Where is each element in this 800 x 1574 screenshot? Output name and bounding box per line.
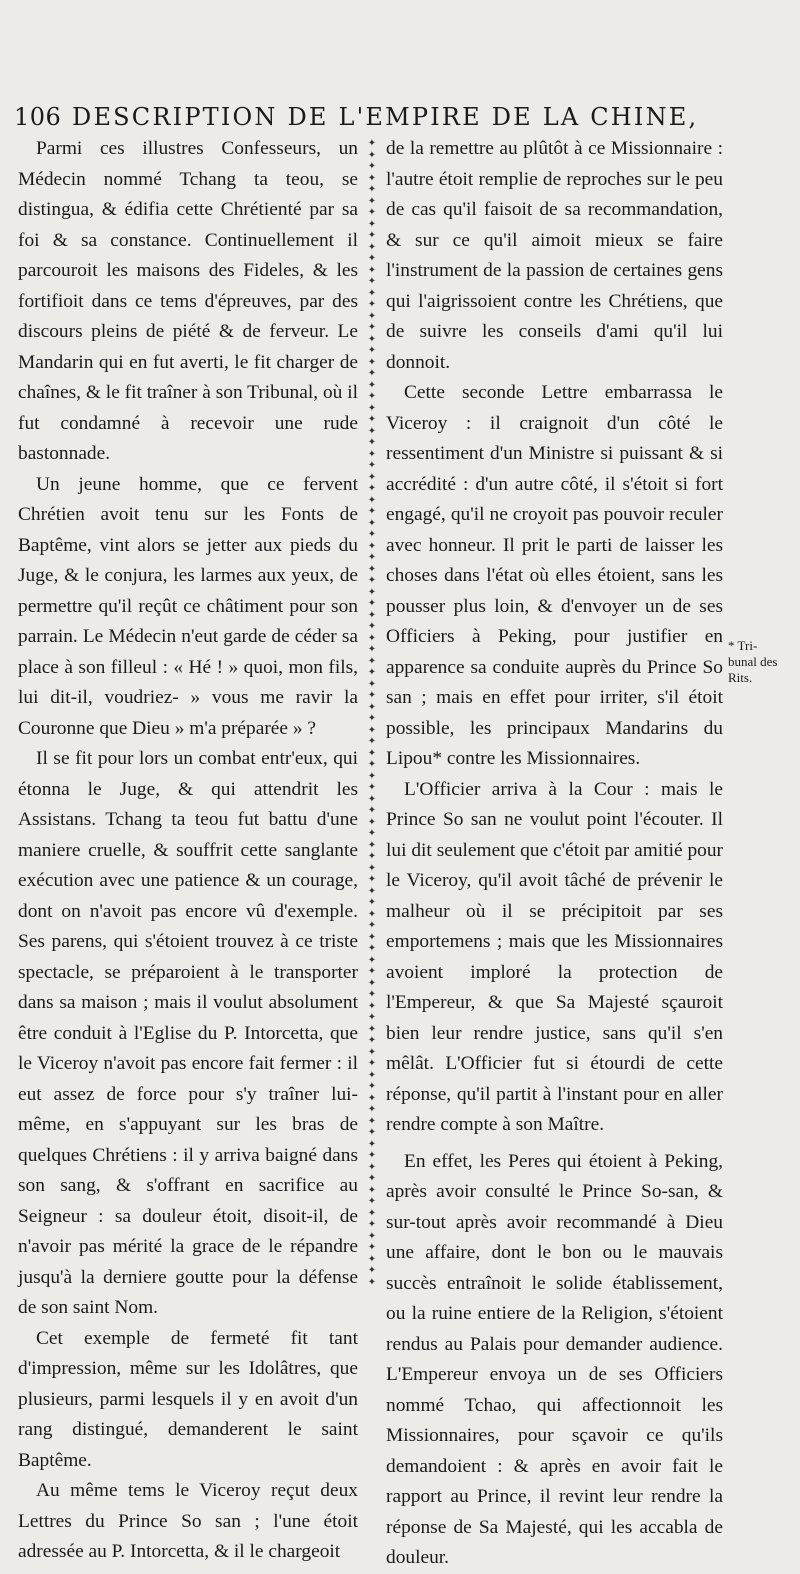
ornament-glyph: ✦ bbox=[367, 276, 377, 287]
ornament-glyph: ✦ bbox=[367, 724, 377, 736]
ornament-glyph: ✦ bbox=[367, 1035, 377, 1046]
ornament-glyph: ✦ bbox=[367, 483, 377, 494]
ornament-glyph: ✦ bbox=[367, 506, 377, 517]
page-number: 106 bbox=[14, 103, 62, 131]
margin-note-line: Rits. bbox=[728, 670, 753, 685]
ornament-glyph: ✦ bbox=[367, 1046, 377, 1058]
ornament-glyph: ✦ bbox=[367, 621, 377, 632]
ornament-glyph: ✦ bbox=[367, 460, 377, 471]
ornament-glyph: ✦ bbox=[367, 184, 377, 195]
ornament-glyph: ✦ bbox=[367, 966, 377, 977]
ornament-glyph: ✦ bbox=[367, 1173, 377, 1184]
ornament-glyph: ✦ bbox=[367, 897, 377, 908]
ornament-glyph: ✦ bbox=[367, 195, 377, 207]
ornament-glyph: ✦ bbox=[367, 1196, 377, 1207]
ornament-glyph: ✦ bbox=[367, 1104, 377, 1115]
ornament-glyph: ✦ bbox=[367, 230, 377, 241]
ornament-glyph: ✦ bbox=[367, 931, 377, 943]
ornament-glyph: ✦ bbox=[367, 1000, 377, 1012]
ornament-glyph: ✦ bbox=[367, 253, 377, 264]
ornament-glyph: ✦ bbox=[367, 1127, 377, 1138]
right-paragraph-1: de la remettre au plûtôt à ce Missionnaire : l'autre étoit remplie de reproches sur le peu de cas qu'il faisoit de sa recommandation, & sur ce qu'il aimoit mieux se faire l'instrument de la passion de certaines gens qui l'aigrissoient contre les Chrétiens, que de suivre les conseils d'ami qu'il lui donnoit. bbox=[386, 138, 723, 373]
ornament-glyph: ✦ bbox=[367, 494, 377, 506]
ornament-glyph: ✦ bbox=[367, 1161, 377, 1173]
ornament-glyph: ✦ bbox=[367, 1242, 377, 1253]
running-header bbox=[14, 100, 699, 134]
ornament-glyph: ✦ bbox=[367, 517, 377, 529]
ornament-glyph: ✦ bbox=[367, 529, 377, 540]
ornament-glyph: ✦ bbox=[367, 402, 377, 414]
ornament-glyph: ✦ bbox=[367, 667, 377, 678]
ornament-glyph: ✦ bbox=[367, 552, 377, 563]
ornament-glyph: ✦ bbox=[367, 172, 377, 184]
ornament-glyph: ✦ bbox=[367, 1138, 377, 1150]
ornament-glyph: ✦ bbox=[367, 609, 377, 621]
ornament-glyph: ✦ bbox=[367, 954, 377, 966]
ornament-glyph: ✦ bbox=[367, 368, 377, 379]
ornament-glyph: ✦ bbox=[367, 322, 377, 333]
left-paragraph-5: Au même tems le Viceroy reçut deux Lettres du Prince So san ; l'une étoit adressée au P. Intorcetta, & il le chargeoit bbox=[18, 1480, 358, 1562]
ornament-glyph: ✦ bbox=[367, 1150, 377, 1161]
ornament-glyph: ✦ bbox=[367, 1058, 377, 1069]
ornament-glyph: ✦ bbox=[367, 264, 377, 276]
right-paragraph-2: Cette seconde Lettre embarrassa le Viceroy : il craignoit d'un côté le ressentiment d'un Ministre si puissant & si accrédité : d'un autre côté, il s'étoit si fort engagé, qu'il ne croyoit pas pouvoir reculer avec honneur. Il prit le parti de laisser les choses dans l'état où elles étoient, sans les pousser plus loin, & d'envoyer un de ses Officiers à Peking, pour justifier en apparence sa conduite auprès du Prince So san ; mais en effet pour irriter, s'il étoit possible, les principaux Mandarins du Lipou* contre les Missionnaires. bbox=[386, 382, 723, 769]
ornament-glyph: ✦ bbox=[367, 586, 377, 598]
ornament-glyph: ✦ bbox=[367, 989, 377, 1000]
ornament-glyph: ✦ bbox=[367, 391, 377, 402]
ornament-glyph: ✦ bbox=[367, 207, 377, 218]
ornament-glyph: ✦ bbox=[367, 816, 377, 828]
ornament-glyph: ✦ bbox=[367, 885, 377, 897]
margin-note-line: bunal des bbox=[728, 654, 778, 669]
ornament-glyph: ✦ bbox=[367, 759, 377, 770]
margin-note-line: * Tri- bbox=[728, 638, 758, 653]
left-column bbox=[18, 134, 358, 1562]
ornament-glyph: ✦ bbox=[367, 414, 377, 425]
ornament-glyph: ✦ bbox=[367, 908, 377, 920]
ornament-glyph: ✦ bbox=[367, 1069, 377, 1081]
ornament-glyph: ✦ bbox=[367, 805, 377, 816]
ornament-glyph: ✦ bbox=[367, 161, 377, 172]
ornament-glyph: ✦ bbox=[367, 655, 377, 667]
ornament-glyph: ✦ bbox=[367, 690, 377, 701]
ornament-glyph: ✦ bbox=[367, 678, 377, 690]
right-paragraph-3: L'Officier arriva à la Cour : mais le Prince So san ne voulut point l'écouter. Il lui dit seulement que c'étoit par amitié pour le Viceroy, qu'il avoit tâché de prévenir le malheur où il se précipitoit par ses emportemens ; mais que les Missionnaires avoient imploré la protection de l'Empereur, & que Sa Majesté sçauroit bien leur rendre justice, sans qu'il s'en mêlât. L'Officier fut si étourdi de cette réponse, qu'il partit à l'instant pour en aller rendre compte à son Maître. bbox=[386, 778, 723, 1135]
ornament-glyph: ✦ bbox=[367, 943, 377, 954]
ornament-glyph: ✦ bbox=[367, 1207, 377, 1219]
ornament-glyph: ✦ bbox=[367, 1012, 377, 1023]
ornament-glyph: ✦ bbox=[367, 701, 377, 713]
margin-note bbox=[728, 638, 794, 686]
ornament-glyph: ✦ bbox=[367, 1115, 377, 1127]
left-paragraph-2: Un jeune homme, que ce fervent Chrétien avoit tenu sur les Fonts de Baptême, vint alors se jetter aux pieds du Juge, & le conjura, les larmes aux yeux, de permettre qu'il reçût ce châtiment pour son parrain. Le Médecin n'eut garde de céder sa place à son filleul : « Hé ! » quoi, mon fils, lui dit-il, voudriez- » vous me ravir la Couronne que Dieu » m'a préparée » ? bbox=[18, 473, 358, 739]
ornament-glyph: ✦ bbox=[367, 1023, 377, 1035]
ornament-glyph: ✦ bbox=[367, 218, 377, 230]
ornament-glyph: ✦ bbox=[367, 1230, 377, 1242]
left-paragraph-1: Parmi ces illustres Confesseurs, un Médecin nommé Tchang ta teou, se distingua, & édifia cette Chrétienté par sa foi & sa constance. Continuellement il parcouroit les maisons des Fideles, & les fortifioit dans ce tems d'épreuves, par des discours pleins de piété & de ferveur. Le Mandarin qui en fut averti, le fit charger de chaînes, & le fit traîner à son Tribunal, où il fut condamné à recevoir une rude bastonnade. bbox=[18, 138, 358, 464]
ornament-glyph: ✦ bbox=[367, 345, 377, 356]
ornament-glyph: ✦ bbox=[367, 333, 377, 345]
left-paragraph-3: Il se fit pour lors un combat entr'eux, qui étonna le Juge, & qui attendrit les Assistans. Tchang ta teou fut battu d'une maniere cruelle, & souffrit cette sanglante exécution avec une patience & un courage, dont on n'avoit pas encore vû d'exemple. Ses parens, qui s'étoient trouvez à ce triste spectacle, se préparoient à le transporter dans sa maison ; mais il voulut absolument être conduit à l'Eglise du P. Intorcetta, que le Viceroy n'avoit pas encore fait fermer : il eut assez de force pour s'y traîner lui-même, en s'appuyant sur les bras de quelques Chrétiens : il y arriva baigné dans son sang, & s'offrant en sacrifice au Seigneur : sa douleur étoit, disoit-il, de n'avoir pas mérité la grace de le répandre jusqu'à la derniere goutte pour la défense de son saint Nom. bbox=[18, 748, 358, 1318]
ornament-glyph: ✦ bbox=[367, 598, 377, 609]
ornament-glyph: ✦ bbox=[367, 356, 377, 368]
ornament-glyph: ✦ bbox=[367, 851, 377, 862]
ornament-glyph: ✦ bbox=[367, 1276, 377, 1288]
ornament-glyph: ✦ bbox=[367, 782, 377, 793]
ornament-glyph: ✦ bbox=[367, 471, 377, 483]
ornament-glyph: ✦ bbox=[367, 149, 377, 161]
ornament-glyph: ✦ bbox=[367, 575, 377, 586]
ornament-glyph: ✦ bbox=[367, 299, 377, 310]
ornament-glyph: ✦ bbox=[367, 828, 377, 839]
ornament-glyph: ✦ bbox=[367, 874, 377, 885]
ornament-glyph: ✦ bbox=[367, 448, 377, 460]
ornament-glyph: ✦ bbox=[367, 138, 377, 149]
ornament-glyph: ✦ bbox=[367, 1092, 377, 1104]
ornament-glyph: ✦ bbox=[367, 1253, 377, 1265]
ornament-glyph: ✦ bbox=[367, 379, 377, 391]
ornament-glyph: ✦ bbox=[367, 287, 377, 299]
right-column bbox=[386, 134, 723, 1568]
ornament-glyph: ✦ bbox=[367, 540, 377, 552]
ornament-glyph: ✦ bbox=[367, 770, 377, 782]
ornamental-column-divider bbox=[363, 138, 381, 1288]
ornament-glyph: ✦ bbox=[367, 425, 377, 437]
ornament-glyph: ✦ bbox=[367, 1219, 377, 1230]
ornament-glyph: ✦ bbox=[367, 862, 377, 874]
ornament-glyph: ✦ bbox=[367, 632, 377, 644]
ornament-glyph: ✦ bbox=[367, 839, 377, 851]
ornament-glyph: ✦ bbox=[367, 563, 377, 575]
ornament-glyph: ✦ bbox=[367, 644, 377, 655]
running-title: DESCRIPTION DE L'EMPIRE DE LA CHINE, bbox=[72, 103, 699, 131]
ornament-glyph: ✦ bbox=[367, 241, 377, 253]
ornament-glyph: ✦ bbox=[367, 437, 377, 448]
ornament-glyph: ✦ bbox=[367, 1081, 377, 1092]
ornament-glyph: ✦ bbox=[367, 977, 377, 989]
ornament-glyph: ✦ bbox=[367, 310, 377, 322]
ornament-glyph: ✦ bbox=[367, 1265, 377, 1276]
ornament-glyph: ✦ bbox=[367, 793, 377, 805]
ornament-glyph: ✦ bbox=[367, 736, 377, 747]
ornament-glyph: ✦ bbox=[367, 920, 377, 931]
right-paragraph-4: En effet, les Peres qui étoient à Peking, après avoir consulté le Prince So-san, & sur-tout après avoir recommandé à Dieu une affaire, dont le bon ou le mauvais succès entraînoit le solide établissement, ou la ruine entiere de la Religion, s'étoient rendus au Palais pour demander audience. L'Empereur envoya un de ses Officiers nommé Tchao, qui affectionnoit les Missionnaires, pour sçavoir ce qu'ils demandoient : & après en avoir fait le rapport au Prince, il revint leur rendre la réponse de Sa Majesté, qui les accabla de douleur. bbox=[386, 1150, 723, 1568]
ornament-glyph: ✦ bbox=[367, 1184, 377, 1196]
ornament-glyph: ✦ bbox=[367, 747, 377, 759]
ornament-glyph: ✦ bbox=[367, 713, 377, 724]
left-paragraph-4: Cet exemple de fermeté fit tant d'impression, même sur les Idolâtres, que plusieurs, parmi lesquels il y en avoit d'un rang distingué, demanderent le saint Baptême. bbox=[18, 1327, 358, 1471]
